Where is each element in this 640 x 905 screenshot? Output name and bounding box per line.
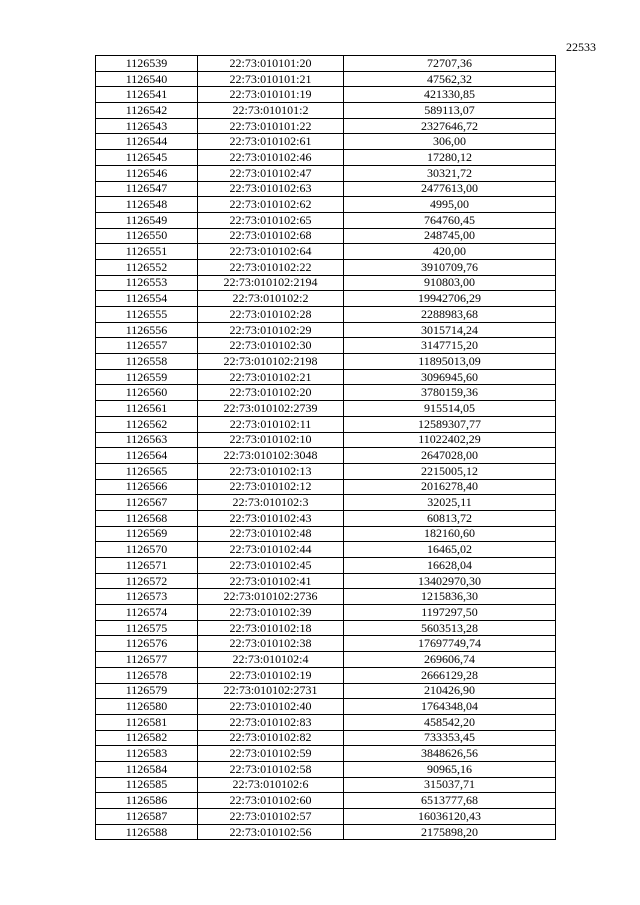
row-number-cell: 1126576 [96,636,198,652]
cadastral-value-cell: 11895013,09 [344,354,556,370]
row-number-cell: 1126545 [96,150,198,166]
cadastral-value-cell: 3848626,56 [344,746,556,762]
cadastral-number-cell: 22:73:010102:48 [198,526,344,542]
table-row [96,354,556,370]
cadastral-value-cell: 3780159,36 [344,385,556,401]
cadastral-number-cell: 22:73:010102:64 [198,244,344,260]
row-number-cell: 1126546 [96,165,198,181]
cadastral-number-cell: 22:73:010102:20 [198,385,344,401]
row-number-cell: 1126553 [96,275,198,291]
table-row [96,573,556,589]
table-row [96,542,556,558]
row-number-cell: 1126569 [96,526,198,542]
table-row [96,495,556,511]
cadastral-number-cell: 22:73:010102:12 [198,479,344,495]
cadastral-number-cell: 22:73:010102:56 [198,824,344,840]
cadastral-value-cell: 13402970,30 [344,573,556,589]
cadastral-number-cell: 22:73:010102:60 [198,793,344,809]
table-row [96,197,556,213]
cadastral-value-cell: 2016278,40 [344,479,556,495]
row-number-cell: 1126581 [96,714,198,730]
table-row [96,212,556,228]
table-row [96,307,556,323]
row-number-cell: 1126556 [96,322,198,338]
cadastral-number-cell: 22:73:010102:2739 [198,401,344,417]
cadastral-number-cell: 22:73:010102:40 [198,699,344,715]
cadastral-value-cell: 1197297,50 [344,605,556,621]
page-number: 22533 [566,40,596,54]
row-number-cell: 1126541 [96,87,198,103]
table-body [96,56,556,840]
row-number-cell: 1126539 [96,56,198,72]
cadastral-number-cell: 22:73:010102:2736 [198,589,344,605]
table-row [96,463,556,479]
cadastral-value-cell: 1215836,30 [344,589,556,605]
cadastral-value-cell: 764760,45 [344,212,556,228]
table-row [96,432,556,448]
row-number-cell: 1126565 [96,463,198,479]
table-row [96,87,556,103]
cadastral-number-cell: 22:73:010102:38 [198,636,344,652]
row-number-cell: 1126574 [96,605,198,621]
table-row [96,134,556,150]
table-row [96,118,556,134]
table-row [96,479,556,495]
row-number-cell: 1126554 [96,291,198,307]
table-row [96,699,556,715]
cadastral-number-cell: 22:73:010102:45 [198,558,344,574]
cadastral-number-cell: 22:73:010102:43 [198,510,344,526]
table-row [96,448,556,464]
row-number-cell: 1126562 [96,416,198,432]
row-number-cell: 1126563 [96,432,198,448]
row-number-cell: 1126570 [96,542,198,558]
table-row [96,244,556,260]
table-row [96,150,556,166]
cadastral-number-cell: 22:73:010102:2 [198,291,344,307]
cadastral-number-cell: 22:73:010102:44 [198,542,344,558]
row-number-cell: 1126567 [96,495,198,511]
table-row [96,416,556,432]
cadastral-number-cell: 22:73:010102:4 [198,652,344,668]
cadastral-number-cell: 22:73:010102:61 [198,134,344,150]
row-number-cell: 1126568 [96,510,198,526]
cadastral-number-cell: 22:73:010102:13 [198,463,344,479]
row-number-cell: 1126580 [96,699,198,715]
cadastral-number-cell: 22:73:010102:3048 [198,448,344,464]
row-number-cell: 1126586 [96,793,198,809]
row-number-cell: 1126571 [96,558,198,574]
row-number-cell: 1126564 [96,448,198,464]
row-number-cell: 1126575 [96,620,198,636]
table-row [96,746,556,762]
cadastral-number-cell: 22:73:010102:29 [198,322,344,338]
cadastral-number-cell: 22:73:010102:3 [198,495,344,511]
cadastral-number-cell: 22:73:010101:21 [198,71,344,87]
table-row [96,636,556,652]
cadastral-value-cell: 589113,07 [344,103,556,119]
cadastral-value-cell: 32025,11 [344,495,556,511]
table-row [96,683,556,699]
table-row [96,558,556,574]
row-number-cell: 1126577 [96,652,198,668]
cadastral-value-cell: 16628,04 [344,558,556,574]
row-number-cell: 1126578 [96,667,198,683]
row-number-cell: 1126584 [96,761,198,777]
table-row [96,824,556,840]
cadastral-number-cell: 22:73:010102:6 [198,777,344,793]
row-number-cell: 1126542 [96,103,198,119]
cadastral-value-cell: 3910709,76 [344,259,556,275]
cadastral-number-cell: 22:73:010102:2198 [198,354,344,370]
cadastral-number-cell: 22:73:010102:19 [198,667,344,683]
row-number-cell: 1126579 [96,683,198,699]
cadastral-value-cell: 16465,02 [344,542,556,558]
table-row [96,369,556,385]
cadastral-number-cell: 22:73:010102:28 [198,307,344,323]
table-row [96,71,556,87]
cadastral-value-cell: 47562,32 [344,71,556,87]
cadastral-value-cell: 17280,12 [344,150,556,166]
table-row [96,620,556,636]
cadastral-value-cell: 420,00 [344,244,556,260]
cadastral-number-cell: 22:73:010102:59 [198,746,344,762]
cadastral-number-cell: 22:73:010102:18 [198,620,344,636]
row-number-cell: 1126555 [96,307,198,323]
cadastral-value-cell: 421330,85 [344,87,556,103]
cadastral-value-cell: 3015714,24 [344,322,556,338]
cadastral-value-cell: 910803,00 [344,275,556,291]
cadastral-number-cell: 22:73:010102:82 [198,730,344,746]
row-number-cell: 1126558 [96,354,198,370]
table-row [96,605,556,621]
cadastral-value-cell: 2477613,00 [344,181,556,197]
table-row [96,730,556,746]
table-row [96,228,556,244]
row-number-cell: 1126572 [96,573,198,589]
table-row [96,181,556,197]
cadastral-number-cell: 22:73:010102:39 [198,605,344,621]
row-number-cell: 1126551 [96,244,198,260]
row-number-cell: 1126550 [96,228,198,244]
cadastral-number-cell: 22:73:010101:22 [198,118,344,134]
cadastral-value-cell: 458542,20 [344,714,556,730]
table-row [96,793,556,809]
cadastral-number-cell: 22:73:010102:2731 [198,683,344,699]
table-row [96,589,556,605]
row-number-cell: 1126557 [96,338,198,354]
cadastral-value-cell: 60813,72 [344,510,556,526]
cadastral-value-cell: 2327646,72 [344,118,556,134]
cadastral-number-cell: 22:73:010102:83 [198,714,344,730]
table-row [96,777,556,793]
cadastral-value-cell: 16036120,43 [344,809,556,825]
cadastral-value-cell: 90965,16 [344,761,556,777]
cadastral-value-cell: 4995,00 [344,197,556,213]
cadastral-value-cell: 12589307,77 [344,416,556,432]
table-row [96,714,556,730]
row-number-cell: 1126582 [96,730,198,746]
cadastral-value-cell: 2175898,20 [344,824,556,840]
row-number-cell: 1126548 [96,197,198,213]
table-row [96,401,556,417]
cadastral-number-cell: 22:73:010102:21 [198,369,344,385]
cadastral-number-cell: 22:73:010102:41 [198,573,344,589]
cadastral-number-cell: 22:73:010102:63 [198,181,344,197]
row-number-cell: 1126540 [96,71,198,87]
cadastral-value-cell: 19942706,29 [344,291,556,307]
cadastral-value-table [95,55,556,840]
cadastral-number-cell: 22:73:010102:65 [198,212,344,228]
table-row [96,338,556,354]
table-row [96,761,556,777]
table-row [96,291,556,307]
cadastral-value-cell: 72707,36 [344,56,556,72]
cadastral-value-cell: 2666129,28 [344,667,556,683]
cadastral-number-cell: 22:73:010102:11 [198,416,344,432]
cadastral-number-cell: 22:73:010102:10 [198,432,344,448]
cadastral-number-cell: 22:73:010102:22 [198,259,344,275]
cadastral-value-cell: 2215005,12 [344,463,556,479]
cadastral-value-cell: 306,00 [344,134,556,150]
cadastral-number-cell: 22:73:010101:20 [198,56,344,72]
row-number-cell: 1126544 [96,134,198,150]
row-number-cell: 1126588 [96,824,198,840]
cadastral-value-cell: 3147715,20 [344,338,556,354]
cadastral-value-cell: 6513777,68 [344,793,556,809]
table-row [96,667,556,683]
row-number-cell: 1126573 [96,589,198,605]
row-number-cell: 1126552 [96,259,198,275]
table-row [96,103,556,119]
row-number-cell: 1126543 [96,118,198,134]
cadastral-value-cell: 915514,05 [344,401,556,417]
cadastral-value-cell: 269606,74 [344,652,556,668]
row-number-cell: 1126549 [96,212,198,228]
cadastral-number-cell: 22:73:010102:57 [198,809,344,825]
cadastral-value-cell: 5603513,28 [344,620,556,636]
cadastral-number-cell: 22:73:010102:58 [198,761,344,777]
cadastral-number-cell: 22:73:010102:68 [198,228,344,244]
cadastral-value-cell: 30321,72 [344,165,556,181]
table-row [96,165,556,181]
cadastral-number-cell: 22:73:010102:62 [198,197,344,213]
cadastral-value-cell: 248745,00 [344,228,556,244]
cadastral-value-cell: 315037,71 [344,777,556,793]
cadastral-value-cell: 733353,45 [344,730,556,746]
table-row [96,56,556,72]
cadastral-number-cell: 22:73:010102:30 [198,338,344,354]
row-number-cell: 1126587 [96,809,198,825]
row-number-cell: 1126559 [96,369,198,385]
cadastral-value-cell: 210426,90 [344,683,556,699]
table-row [96,652,556,668]
cadastral-value-cell: 3096945,60 [344,369,556,385]
cadastral-value-cell: 11022402,29 [344,432,556,448]
row-number-cell: 1126583 [96,746,198,762]
row-number-cell: 1126547 [96,181,198,197]
table-row [96,526,556,542]
cadastral-value-cell: 2288983,68 [344,307,556,323]
cadastral-value-cell: 182160,60 [344,526,556,542]
cadastral-value-cell: 17697749,74 [344,636,556,652]
cadastral-value-cell: 1764348,04 [344,699,556,715]
table-row [96,322,556,338]
table-row [96,385,556,401]
cadastral-number-cell: 22:73:010101:19 [198,87,344,103]
row-number-cell: 1126585 [96,777,198,793]
row-number-cell: 1126566 [96,479,198,495]
table-row [96,809,556,825]
cadastral-number-cell: 22:73:010102:2194 [198,275,344,291]
table-row [96,275,556,291]
cadastral-number-cell: 22:73:010102:46 [198,150,344,166]
cadastral-number-cell: 22:73:010102:47 [198,165,344,181]
table-row [96,510,556,526]
cadastral-value-cell: 2647028,00 [344,448,556,464]
cadastral-number-cell: 22:73:010101:2 [198,103,344,119]
row-number-cell: 1126561 [96,401,198,417]
row-number-cell: 1126560 [96,385,198,401]
table-row [96,259,556,275]
